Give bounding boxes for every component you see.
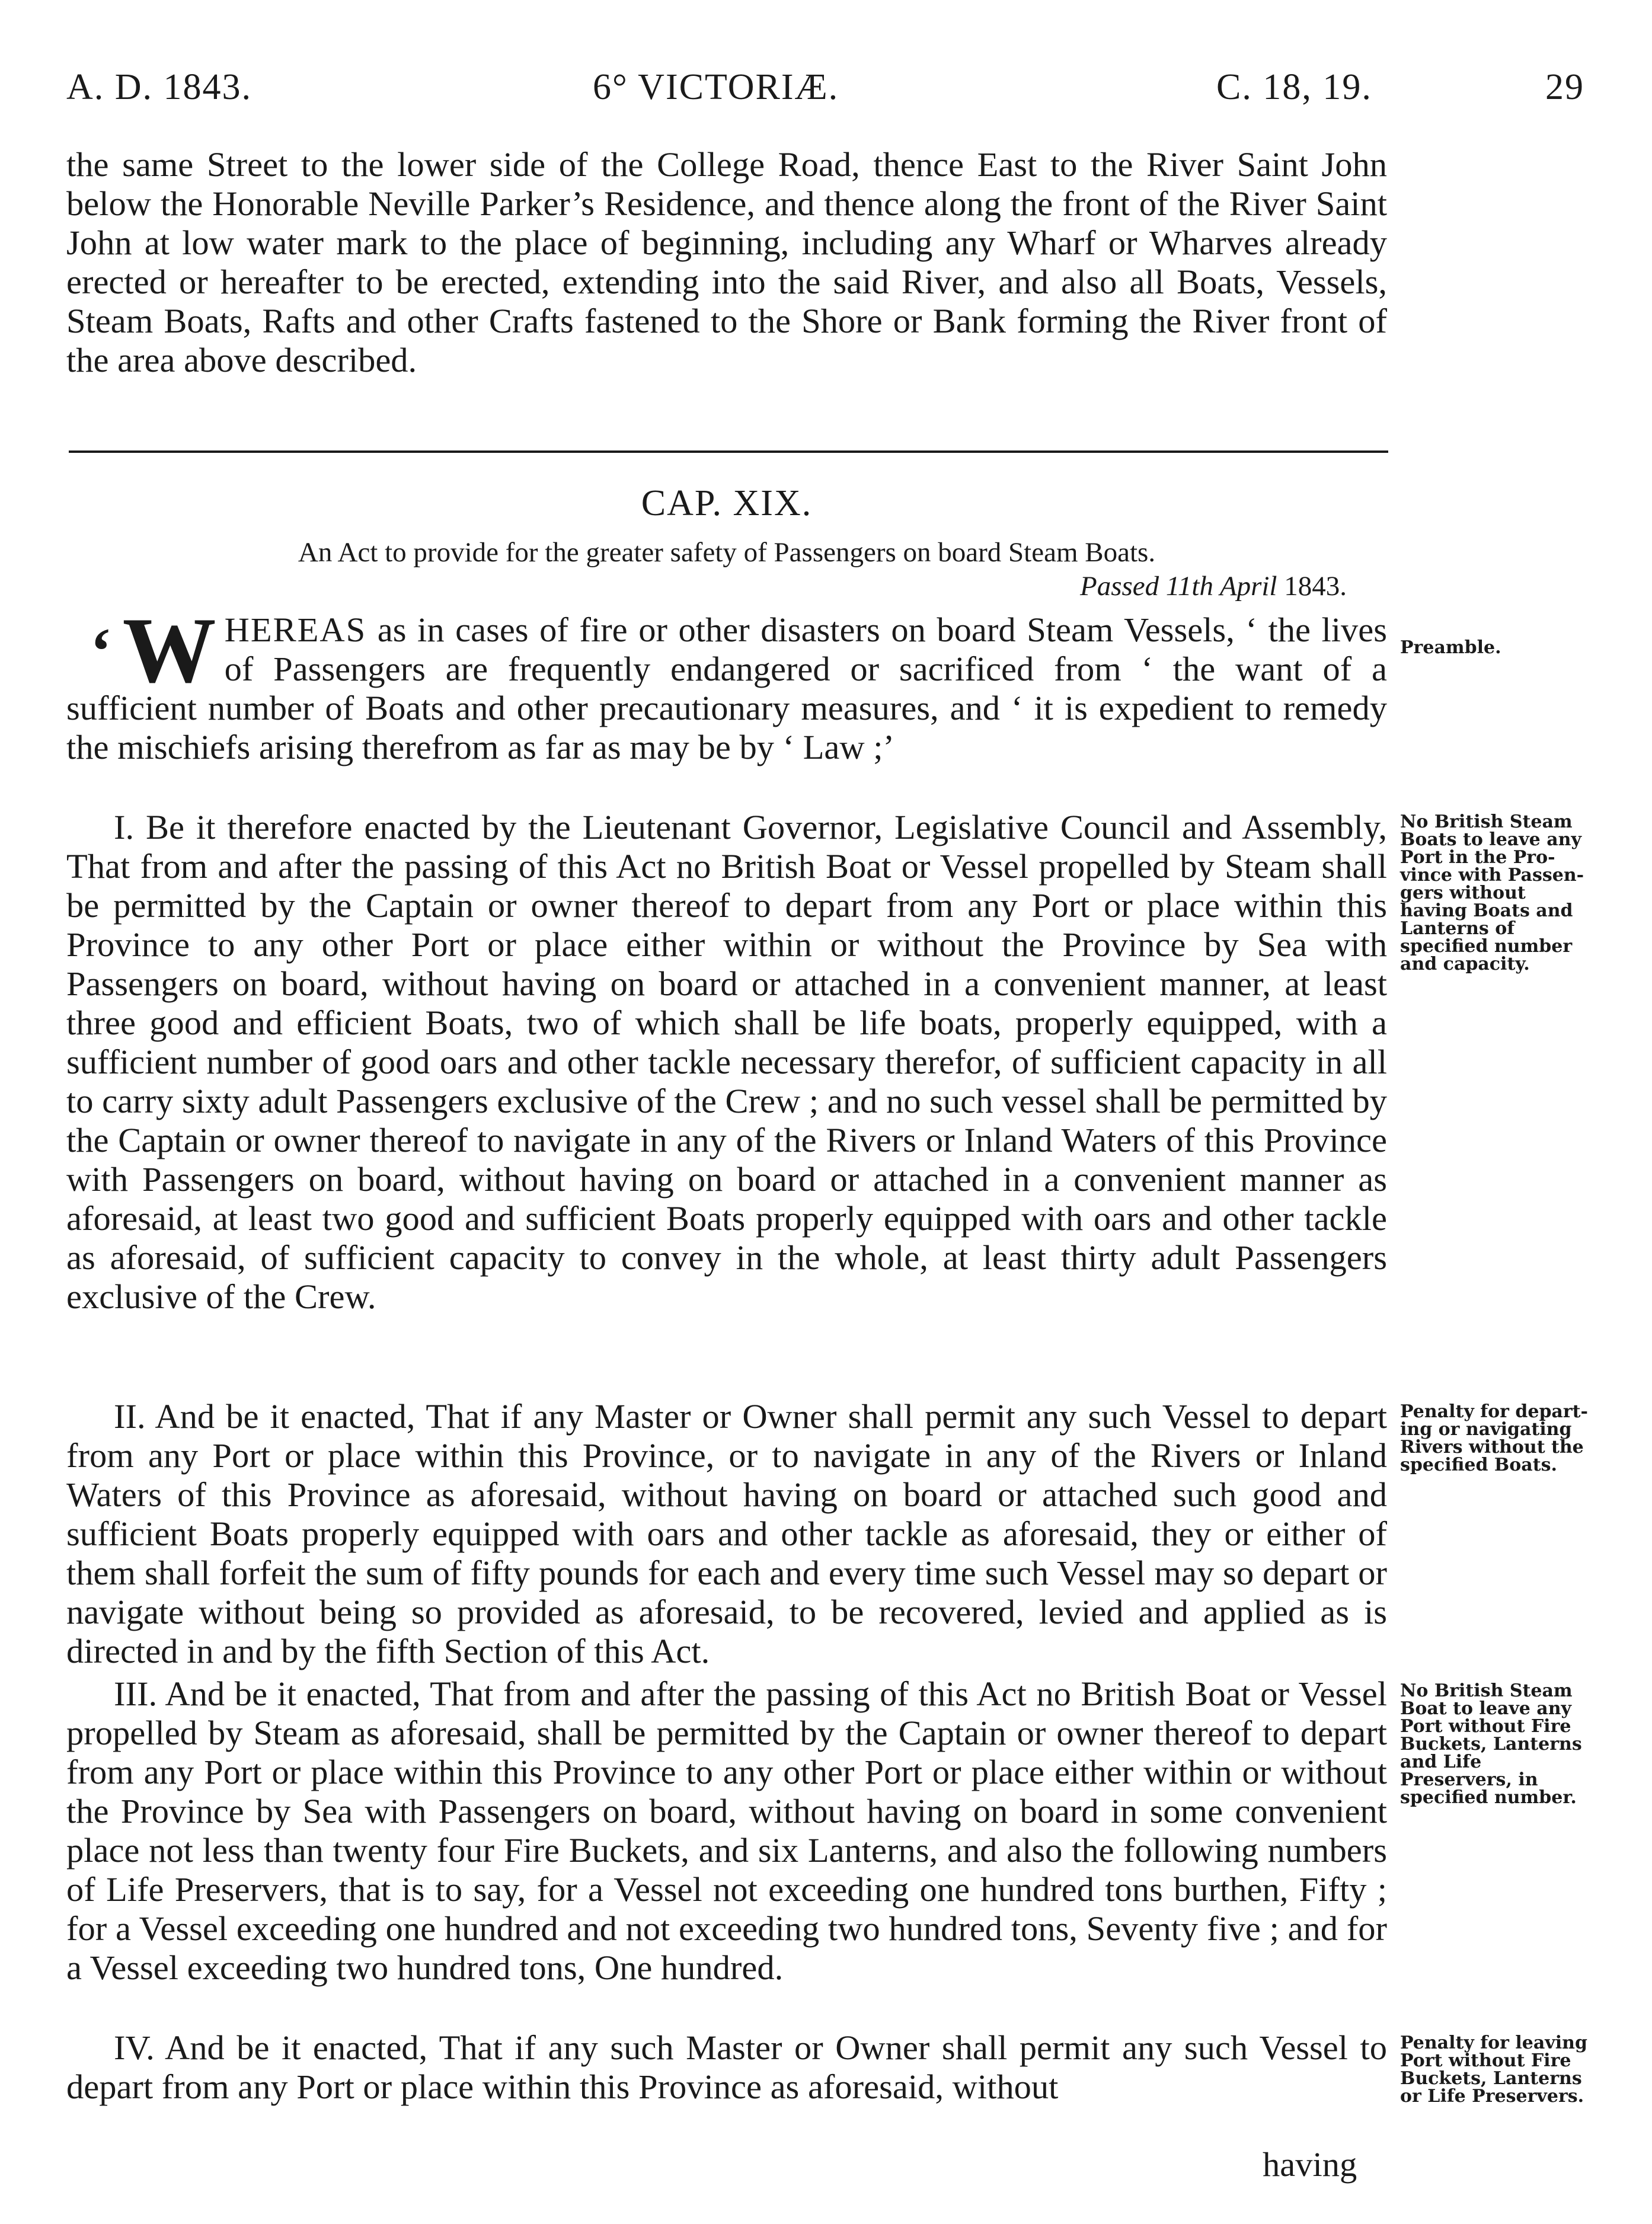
section-4-text: IV. And be it enacted, That if any such Master or Owner shall permit any such Vessel to depart from any Port or place within this Province as aforesaid, without [66,2028,1387,2106]
header-reign: 6° VICTORIÆ. [593,67,839,107]
margin-note-section-2: Penalty for departing or navigating Rivers without the specified Boats. [1400,1401,1588,1475]
running-header [66,66,1584,114]
passed-date [66,570,1347,602]
margin-note-preamble: Preamble. [1400,637,1501,658]
chapter-description: An Act to provide for the greater safety of Passengers on board Steam Boats. [298,537,1156,568]
passed-label: Passed 11th April [1080,571,1277,602]
section-1 [66,808,1387,1316]
section-3-text: III. And be it enacted, That from and after the passing of this Act no British Boat or Vessel propelled by Steam as aforesaid, shall be permitted by the Captain or owner thereof to depart from any Port or place within this Province to any other Port or place either within or without the Province by Sea with Passengers on board, without having on board in some convenient place not less than twenty four Fire Buckets, and six Lanterns, and also the following numbers of Life Preservers, that is to say, for a Vessel not exceeding one hundred tons burthen, Fifty ; for a Vessel exceeding one hundred and not exceeding two hundred tons, Seventy five ; and for a Vessel exceeding two hundred tons, One hundred. [66,1675,1387,1987]
preamble-paragraph [66,599,1387,767]
catchword: having [1263,2145,1357,2184]
section-2-text: II. And be it enacted, That if any Master or Owner shall permit any such Vessel to depart from any Port or place within this Province, or to navigate in any of the Rivers or Inland Waters of this Province as aforesaid, without having on board or attached such good and sufficient Boats properly equipped with oars and other tackle as aforesaid, they or either of them shall forfeit the sum of fifty pounds for each and every time such Vessel may so depart or navigate without being so provided as aforesaid, to be recovered, levied and applied as is directed in and by the fifth Section of this Act. [66,1397,1387,1670]
margin-note-section-1: No British Steam Boats to leave any Port in the Province with Passengers without having Boats and Lanterns of specified number and capacity. [1400,811,1584,974]
preamble-lead: HEREAS [224,611,367,649]
drop-cap [90,599,216,702]
section-1-text: I. Be it therefore enacted by the Lieutenant Governor, Legislative Council and Assembly, That from and after the passing of this Act no British Boat or Vessel propelled by Steam shall be permitted by the Captain or owner thereof to depart from any Port or place within this Province to any other Port or place either within or without the Province by Sea with Passengers on board, without having on board or attached in a convenient manner, at least three good and efficient Boats, two of which shall be life boats, properly equipped, with a sufficient number of good oars and other tackle necessary therefor, of sufficient capacity in all to carry sixty adult Passengers exclusive of the Crew ; and no such vessel shall be permitted by the Captain or owner thereof to navigate in any of the Rivers or Inland Waters of this Province with Passengers on board, without having on board or attached in a convenient manner as aforesaid, at least two good and sufficient Boats properly equipped with oars and other tackle as aforesaid, of sufficient capacity to convey in the whole, at least thirty adult Passengers exclusive of the Crew. [66,808,1387,1316]
preamble-block [66,599,1387,767]
preamble-text: as in cases of fire or other disasters on board Steam Vessels, ‘ the lives of Passengers are frequently endangered or sacrificed from ‘ the want of a sufficient number of Boats and other precautionary measures, and ‘ it is expedient to remedy the mischiefs arising therefrom as far as may be by ‘ Law ;’ [66,611,1387,766]
preamble-open-quote: ‘ [90,615,112,687]
chapter-title: CAP. XIX. [641,483,813,523]
margin-note-section-3: No British Steam Boat to leave any Port without Fire Buckets, Lanterns and Life Preservers, in specified number. [1400,1680,1582,1808]
section-3 [66,1675,1387,1987]
page-number: 29 [1545,67,1584,107]
section-4 [66,2028,1387,2107]
margin-note-section-4: Penalty for leaving Port without Fire Buckets, Lanterns or Life Preservers. [1400,2033,1587,2107]
section-divider [69,450,1388,453]
section-2 [66,1397,1387,1671]
passed-year: 1843. [1284,571,1347,602]
intro-paragraph: the same Street to the lower side of the College Road, thence East to the River Saint John below the Honorable Neville Parker’s Residence, and thence along the front of the River Saint John at low water mark to the place of beginning, including any Wharf or Wharves already erected or hereafter to be erected, extending into the said River, and also all Boats, Vessels, Steam Boats, Rafts and other Crafts fastened to the Shore or Bank forming the River front of the area above described. [66,145,1387,379]
drop-cap-letter: W [122,599,216,702]
intro-block [66,145,1387,380]
header-year: A. D. 1843. [66,67,253,107]
header-chapter: C. 18, 19. [1216,67,1372,107]
